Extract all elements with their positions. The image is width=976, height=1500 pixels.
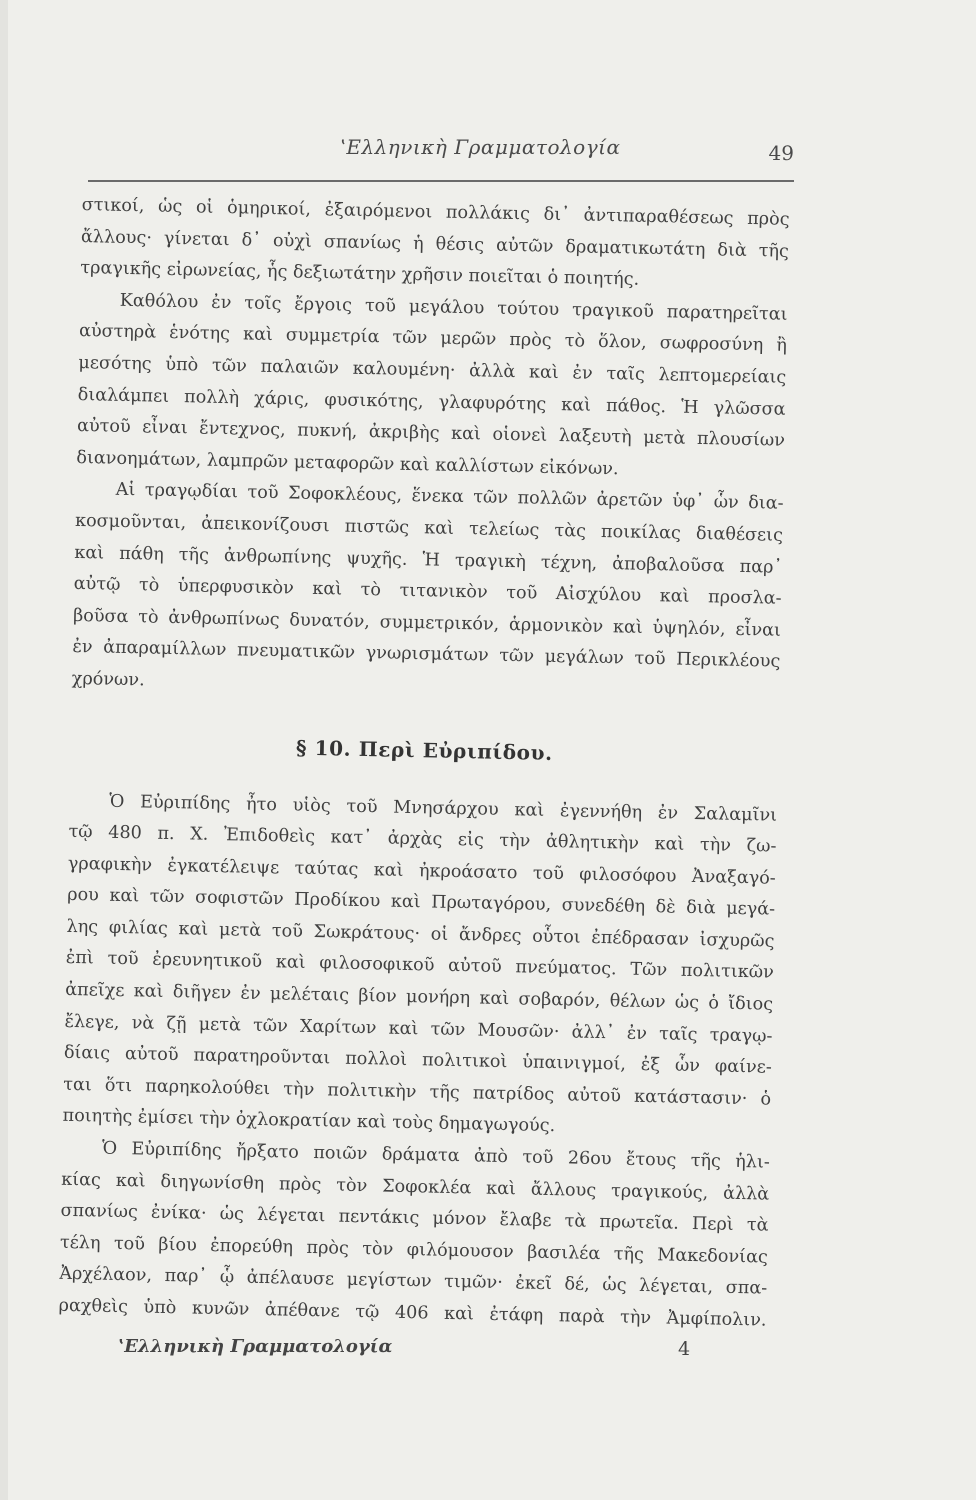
text-line: γραφικὴν ἐγκατέλειψε ταύτας καὶ ἠκροάσατο τοῦ φιλοσόφου Ἀναξαγό- [67,853,776,889]
text-line: ραχθεὶς ὑπὸ κυνῶν ἀπέθανε τῷ 406 καὶ ἐτάφη παρὰ τὴν Ἀμφίπολιν. [58,1295,767,1331]
text-line: μεσότης ὑπὸ τῶν παλαιῶν καλουμένη· ἀλλὰ καὶ ἐν ταῖς λεπτομερείαις [78,352,787,388]
text-line: τέλη τοῦ βίου ἐπορεύθη πρὸς τὸν φιλόμουσον βασιλέα τῆς Μακεδονίας [59,1232,769,1268]
text-line: καὶ πάθη τῆς ἀνθρωπίνης ψυχῆς. Ἡ τραγικὴ τέχνη, ἀποβαλοῦσα παρ᾽ [74,542,783,578]
text-line: Ἀρχέλαον, παρ᾽ ᾧ ἀπέλαυσε μεγίστων τιμῶν· ἐκεῖ δέ, ὡς λέγεται, σπα- [59,1264,768,1299]
text-line: στικοί, ὡς οἱ ὁμηρικοί, ἐξαιρόμενοι πολλάκις δι᾽ ἀντιπαραθέσεως πρὸς [81,194,790,230]
text-line: τῷ 480 π. Χ. Ἐπιδοθεὶς κατ᾽ ἀρχὰς εἰς τὴν ἀθλητικὴν καὶ τὴν ζω- [68,821,777,857]
text-line: διαλάμπει πολλὴ χάρις, φυσικότης, γλαφυρότης καὶ πάθος. Ἡ γλῶσσα [77,384,786,420]
text-line: Ὁ Εὐριπίδης ἤρξατο ποιῶν δράματα ἀπὸ τοῦ 26ου ἔτους τῆς ἡλι- [101,1138,770,1173]
text-line: χρόνων. [71,668,145,691]
text-line: αὐστηρὰ ἑνότης καὶ συμμετρία τῶν μερῶν πρὸς τὸ ὅλον, σωφροσύνη ἢ [78,321,788,357]
text-line: Αἱ τραγῳδίαι τοῦ Σοφοκλέους, ἕνεκα τῶν πολλῶν ἀρετῶν ὑφ᾽ ὧν δια- [115,480,784,515]
text-line: λης φιλίας καὶ μετὰ τοῦ Σωκράτους· οἱ ἄνδρες οὗτοι ἐπέδρασαν ἰσχυρῶς [66,916,775,952]
text-line: Ὁ Εὐριπίδης ἦτο υἱὸς τοῦ Μνησάρχου καὶ ἐγεννήθη ἐν Σαλαμῖνι [108,791,778,826]
text-line: αὐτοῦ εἶναι ἔντεχνος, πυκνή, ἀκριβὴς καὶ οἱονεὶ λαξευτὴ μετὰ πλουσίων [76,416,786,451]
text-line: ἄλλους· γίνεται δ᾽ οὐχὶ σπανίως ἡ θέσις αὐτῶν δραματικωτάτη διὰ τῆς [80,226,790,262]
text-line: κοσμοῦνται, ἀπεικονίζουσι πιστῶς καὶ τελείως τὰς ποικίλας διαθέσεις [74,510,784,546]
text-line: βοῦσα τὸ ἀνθρωπίνως δυνατόν, συμμετρικόν, ἁρμονικὸν καὶ ὑψηλόν, εἶναι [72,605,782,641]
running-title: ʽΕλληνικὴ Γραμματολογία [339,135,621,159]
signature-mark: 4 [678,1338,691,1360]
footer-title: ʽΕλληνικὴ Γραμματολογία [118,1336,393,1357]
section-heading: § 10. Περὶ Εὐριπίδου. [295,735,553,765]
page-footer [118,1336,718,1366]
text-line: ἀπεῖχε καὶ διῆγεν ἐν μελέταις βίον μονήρη καὶ σοβαρόν, θέλων ὡς ὁ ἴδιος [65,979,774,1015]
page-edge [0,0,8,1500]
text-line: ται ὅτι παρηκολούθει τὴν πολιτικὴν τῆς πατρίδος αὐτοῦ κατάστασιν· ὁ [63,1074,772,1110]
text-line: κίας καὶ διηγωνίσθη πρὸς τὸν Σοφοκλέα καὶ ἄλλους τραγικούς, ἀλλὰ [61,1169,770,1205]
header-rule [88,180,794,182]
text-line: αὐτῷ τὸ ὑπερφυσικὸν καὶ τὸ τιτανικὸν τοῦ Αἰσχύλου καὶ προσλα- [73,574,782,609]
page-header [80,135,796,175]
text-line: ἐν ἀπαραμίλλων πνευματικῶν γνωρισμάτων τῶν μεγάλων τοῦ Περικλέους [72,637,781,673]
text-line: ρου καὶ τῶν σοφιστῶν Προδίκου καὶ Πρωταγόρου, συνεδέθη δὲ διὰ μεγά- [67,885,776,920]
body-text [58,190,790,1337]
text-line: διανοημάτων, λαμπρῶν μεταφορῶν καὶ καλλίστων εἰκόνων. [76,447,619,480]
text-line: ποιητὴς ἐμίσει τὴν ὀχλοκρατίαν καὶ τοὺς δημαγωγούς. [62,1106,556,1137]
page-number: 49 [768,141,794,165]
text-line: δίαις αὐτοῦ παρατηροῦνται πολλοὶ πολιτικοὶ ὑπαινιγμοί, ἐξ ὧν φαίνε- [63,1043,772,1078]
text-line: ἔλεγε, νὰ ζῇ μετὰ τῶν Χαρίτων καὶ τῶν Μουσῶν· ἀλλ᾽ ἐν ταῖς τραγῳ- [64,1011,773,1047]
text-line: ἐπὶ τοῦ ἐρευνητικοῦ καὶ φιλοσοφικοῦ αὐτοῦ πνεύματος. Τῶν πολιτικῶν [65,948,774,984]
text-line: σπανίως ἐνίκα· ὡς λέγεται πεντάκις μόνον ἔλαβε τὰ πρωτεῖα. Περὶ τὰ [60,1200,769,1236]
text-line: Καθόλου ἐν τοῖς ἔργοις τοῦ μεγάλου τούτου τραγικοῦ παρατηρεῖται [119,290,788,325]
text-line: τραγικῆς εἰρωνείας, ἧς δεξιωτάτην χρῆσιν ποιεῖται ὁ ποιητής. [80,258,640,290]
